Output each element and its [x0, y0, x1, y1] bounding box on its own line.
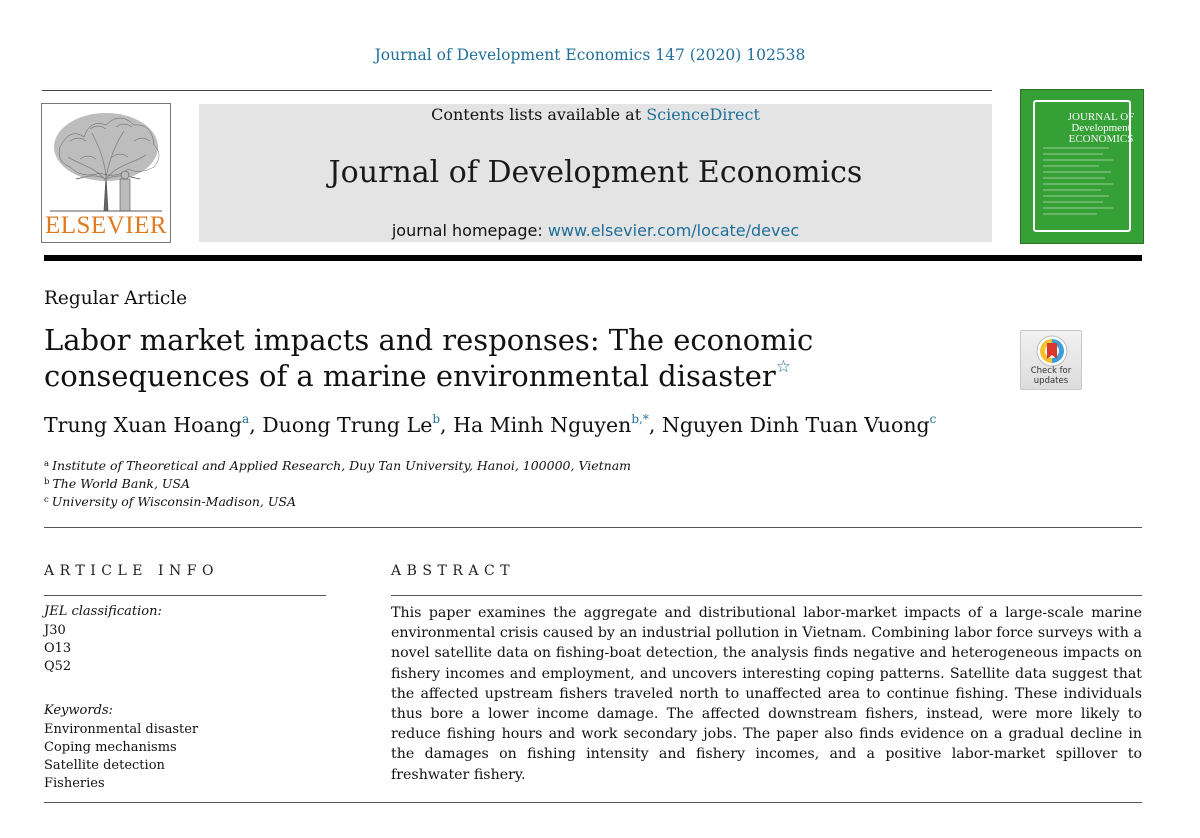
abstract-text: This paper examines the aggregate and distributional labor-market impacts of a large-scale marine environmental crisis caused by an industrial pollution in Vietnam. Combining labor force surveys with a novel satellite data on fishing-boat detection, the analysis finds negative and heterogeneous impacts on fishery incomes and employment, and uncovers interesting coping patterns. Satellite data suggest that the affected upstream fishers traveled north to unaffected area to continue fishing. These individuals thus bore a lower income damage. The affected downstream fishers, instead, were more likely to reduce fishing hours and work secondary jobs. The paper also finds evidence on a gradual decline in the damages on fishing intensity and fishery incomes, and a positive labor-market spillover to freshwater fishery. [391, 605, 1142, 783]
jel-code: O13 [44, 641, 72, 656]
article-title [44, 322, 994, 394]
cover-contents-lines-icon [1043, 144, 1121, 224]
crossmark-label: Check for updates [1030, 366, 1072, 386]
journal-homepage-line [199, 221, 992, 240]
article-title-text: Labor market impacts and responses: The economic consequences of a marine environmental disaster [44, 323, 814, 393]
affiliation-text: University of Wisconsin-Madison, USA [51, 494, 296, 509]
keywords-label: Keywords: [44, 703, 113, 718]
homepage-prefix: journal homepage: [391, 221, 548, 240]
top-divider [42, 90, 992, 91]
author-separator: , [440, 413, 454, 437]
crossmark-icon [1035, 334, 1069, 368]
journal-homepage-link[interactable]: www.elsevier.com/locate/devec [547, 221, 800, 240]
cover-title: JOURNAL OF Development ECONOMICS [1067, 111, 1135, 145]
affiliation-mark: b [44, 477, 50, 487]
elsevier-wordmark: ELSEVIER [44, 212, 168, 239]
author-name[interactable]: Duong Trung Le [262, 413, 433, 437]
journal-cover-thumbnail[interactable] [1020, 89, 1144, 244]
author-affiliation-mark[interactable]: a [242, 412, 250, 426]
section-divider [44, 527, 1142, 528]
journal-citation[interactable]: Journal of Development Economics 147 (2020) 102538 [374, 46, 806, 64]
affiliation-item [44, 493, 631, 511]
affiliation-mark: a [44, 459, 50, 469]
title-footnote-star-icon[interactable]: ☆ [775, 357, 792, 377]
author-name[interactable]: Trung Xuan Hoang [44, 413, 243, 437]
journal-title: Journal of Development Economics [328, 155, 863, 190]
article-type: Regular Article [44, 288, 188, 309]
author-name[interactable]: Ha Minh Nguyen [453, 413, 632, 437]
jel-classification-label: JEL classification: [44, 604, 162, 619]
keyword: Fisheries [44, 776, 105, 791]
affiliation-item [44, 457, 631, 475]
affiliation-text: The World Bank, USA [52, 476, 191, 491]
sciencedirect-link[interactable]: ScienceDirect [646, 105, 760, 124]
affiliation-text: Institute of Theoretical and Applied Research, Duy Tan University, Hanoi, 100000, Vietnam [52, 458, 632, 473]
author-affiliation-mark[interactable]: c [929, 412, 937, 426]
affiliation-mark: c [44, 495, 49, 505]
author-affiliation-mark[interactable]: b [432, 412, 441, 426]
elsevier-logo[interactable] [41, 103, 171, 243]
tree-illustration-icon [46, 107, 166, 215]
abstract-divider [391, 595, 1142, 596]
author-name[interactable]: Nguyen Dinh Tuan Vuong [661, 413, 930, 437]
jel-code-list [44, 622, 71, 676]
header-thick-divider [44, 255, 1142, 261]
jel-code: Q52 [44, 659, 72, 674]
check-for-updates-button[interactable] [1020, 330, 1082, 390]
author-affiliation-mark[interactable]: b,* [631, 412, 649, 426]
article-info-divider [44, 595, 326, 596]
affiliation-list [44, 457, 631, 511]
keyword: Environmental disaster [44, 722, 199, 737]
jel-code: J30 [44, 623, 66, 638]
bottom-divider [44, 802, 1142, 803]
author-list [44, 413, 936, 437]
contents-available-line [199, 105, 992, 124]
contents-prefix: Contents lists available at [431, 105, 647, 124]
keyword-list [44, 721, 198, 793]
affiliation-item [44, 475, 631, 493]
author-separator: , [648, 413, 662, 437]
keyword: Coping mechanisms [44, 740, 177, 755]
author-separator: , [249, 413, 263, 437]
abstract-heading: ABSTRACT [391, 563, 516, 579]
article-info-heading: ARTICLE INFO [44, 563, 219, 579]
keyword: Satellite detection [44, 758, 165, 773]
